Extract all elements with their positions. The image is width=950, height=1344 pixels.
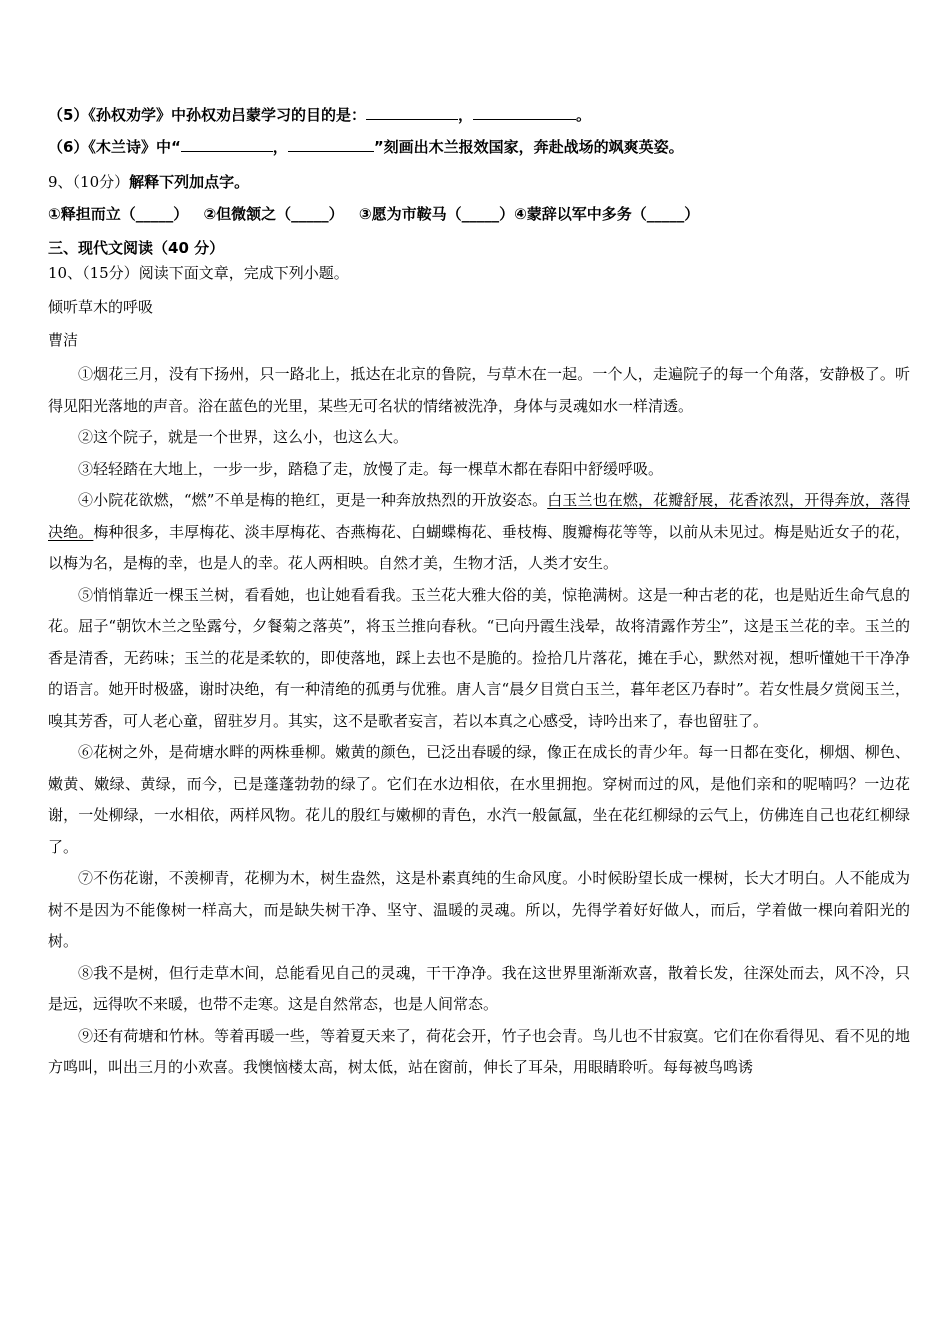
separator: ，: [457, 106, 473, 124]
paragraph-5: ⑤悄悄靠近一棵玉兰树，看看她，也让她看看我。玉兰花大雅大俗的美，惊艳满树。这是一种古老的花，也是贴近生命气息的花。屈子“朝饮木兰之坠露兮，夕餐菊之落英”，将玉兰推向春秋。“已向丹霞生浅晕，故将清露作芳尘”，这是玉兰花的幸。玉兰的香是清香，无药味；玉兰的花是柔软的，即使落地，踩上去也不是脆的。捡拾几片落花，摊在手心，默然对视，想听懂她干干净净的语言。她开时极盛，谢时决绝，有一种清绝的孤勇与优雅。唐人言“晨夕目赏白玉兰，暮年老区乃春时”。若女性晨夕赏阅玉兰，嗅其芳香，可人老心童，留驻岁月。其实，这不是歌者妄言，若以本真之心感受，诗吟出来了，春也留驻了。: [48, 585, 910, 730]
question-9: [48, 172, 249, 192]
article-author: 曹洁: [48, 331, 79, 349]
question-score: （15分）: [82, 264, 139, 282]
question-8-6-end: ”刻画出木兰报效国家，奔赴战场的飒爽英姿。: [373, 138, 684, 156]
question-score: （10分）: [72, 173, 130, 191]
underlined-sentence: 白玉兰也在燃，花瓣舒展，花香浓烈，开得奔放，落得决绝。: [48, 491, 910, 541]
article-title: 倾听草木的呼吸: [48, 298, 154, 316]
paragraph-2: ②这个院子，就是一个世界，这么小，也这么大。: [78, 428, 409, 446]
answer-blank[interactable]: [473, 104, 576, 120]
answer-blank[interactable]: [288, 136, 374, 152]
end-punct: 。: [575, 106, 591, 124]
question-9-item: ③愿为市鞍马（_____）: [358, 205, 515, 223]
question-8-6: [48, 136, 684, 157]
separator: ，: [272, 138, 288, 156]
question-10-text: 阅读下面文章，完成下列小题。: [138, 264, 349, 282]
article-body: [48, 359, 910, 1084]
paragraph-3: ③轻轻踏在大地上，一步一步，踏稳了走，放慢了走。每一棵草木都在春阳中舒缓呼吸。: [78, 459, 664, 478]
answer-blank[interactable]: [366, 104, 458, 120]
question-9-item: ②但微颔之（_____）: [203, 205, 344, 223]
paragraph-1: ①烟花三月，没有下扬州，只一路北上，抵达在北京的鲁院，与草木在一起。一个人，走遍院子的每一个角落，安静极了。听得见阳光落地的声音。浴在蓝色的光里，某些无可名状的情绪被洗净，身体与灵魂如水一样清透。: [48, 365, 910, 415]
question-8-5-text: （5）《孙权劝学》中孙权劝吕蒙学习的目的是：: [48, 106, 366, 124]
question-10: [48, 263, 349, 283]
paragraph-4-end: 梅种很多，丰厚梅花、淡丰厚梅花、杏燕梅花、白蝴蝶梅花、垂枝梅、腹瓣梅花等等，以前从未见过。梅是贴近女子的花，以梅为名，是梅的幸，也是人的幸。花人两相映。自然才美，生物才活，人类才安生。: [48, 522, 910, 572]
paragraph-4: [48, 485, 910, 580]
question-number: 10、: [48, 264, 83, 282]
question-9-text: 解释下列加点字。: [129, 173, 250, 191]
question-number: 9、: [48, 173, 73, 191]
answer-blank[interactable]: [181, 136, 273, 152]
question-9-item: ④蒙辞以军中多务（_____）: [514, 205, 700, 223]
paragraph-9: ⑨还有荷塘和竹林。等着再暖一些，等着夏天来了，荷花会开，竹子也会青。鸟儿也不甘寂寞。它们在你看得见、看不见的地方鸣叫，叫出三月的小欢喜。我懊恼楼太高，树太低，站在窗前，伸长了耳朵，用眼睛聆听。每每被鸟鸣诱: [48, 1026, 910, 1076]
paragraph-7: ⑦不伤花谢，不羡柳青，花柳为木，树生盎然，这是朴素真纯的生命风度。小时候盼望长成一棵树，长大才明白。人不能成为树不是因为不能像树一样高大，而是缺失树干净、坚守、温暖的灵魂。所以，先得学着好好做人，而后，学着做一棵向着阳光的树。: [48, 869, 910, 950]
paragraph-8: ⑧我不是树，但行走草木间，总能看见自己的灵魂，干干净净。我在这世界里渐渐欢喜，散着长发，往深处而去，风不冷，只是远，远得吹不来暖，也带不走寒。这是自然常态，也是人间常态。: [48, 963, 910, 1013]
question-9-items: [48, 204, 699, 224]
question-8-6-start: （6）《木兰诗》中“: [48, 138, 181, 156]
paragraph-6: ⑥花树之外，是荷塘水畔的两株垂柳。嫩黄的颜色，已泛出春暖的绿，像正在成长的青少年。每一日都在变化，柳烟、柳色、嫩黄、嫩绿、黄绿，而今，已是蓬蓬勃勃的绿了。它们在水边相依，在水里拥抱。穿树而过的风，是他们亲和的呢喃吗？一边花谢，一处柳绿，一水相依，两样风物。花儿的殷红与嫩柳的青色，水汽一般氤氲，坐在花红柳绿的云气上，仿佛连自己也花红柳绿了。: [48, 743, 910, 856]
section-heading: 三、现代文阅读（40 分）: [48, 239, 225, 257]
question-9-item: ①释担而立（_____）: [48, 205, 189, 223]
paragraph-4-start: ④小院花欲燃，“燃”不单是梅的艳红，更是一种奔放热烈的开放姿态。: [78, 491, 548, 509]
question-8-5: [48, 104, 591, 125]
